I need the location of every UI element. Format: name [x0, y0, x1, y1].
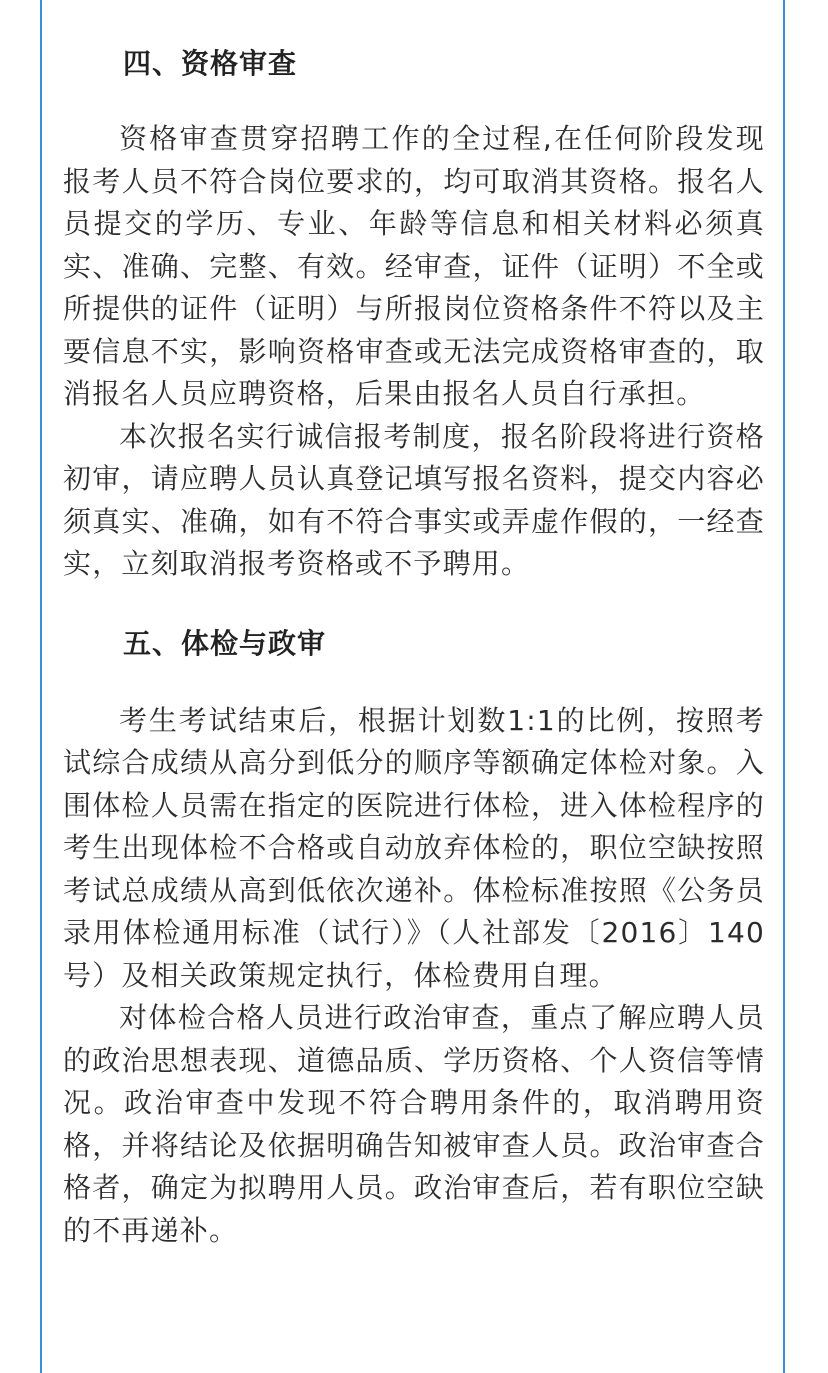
paragraph-political-review: 对体检合格人员进行政治审查，重点了解应聘人员的政治思想表现、道德品质、学历资格、个人资信等情况。政治审查中发现不符合聘用条件的，取消聘用资格，并将结论及依据明确告知被审查人员。政治审查合格者，确定为拟聘用人员。政治审查后，若有职位空缺的不再递补。 — [63, 1001, 765, 1247]
paragraph-medical-review: 考生考试结束后，根据计划数1:1的比例，按照考试综合成绩从高分到低分的顺序等额确定体检对象。入围体检人员需在指定的医院进行体检，进入体检程序的考生出现体检不合格或自动放弃体检的，职位空缺按照考试总成绩从高到低依次递补。体检标准按照《公务员录用体检通用标准（试行）》（人社部发〔2016〕140号）及相关政策规定执行，体检费用自理。 — [63, 703, 765, 992]
article-content — [63, 0, 765, 1252]
paragraph-qualification-review-1: 资格审查贯穿招聘工作的全过程,在任何阶段发现报考人员不符合岗位要求的，均可取消其资格。报名人员提交的学历、专业、年龄等信息和相关材料必须真实、准确、完整、有效。经审查，证件（证明）不全或所提供的证件（证明）与所报岗位资格条件不符以及主要信息不实，影响资格审查或无法完成资格审查的，取消报名人员应聘资格，后果由报名人员自行承担。 — [63, 122, 765, 410]
section-qualification-review — [63, 44, 765, 586]
paragraph-qualification-review-2: 本次报名实行诚信报考制度，报名阶段将进行资格初审，请应聘人员认真登记填写报名资料，提交内容必须真实、准确，如有不符合事实或弄虚作假的，一经查实，立刻取消报考资格或不予聘用。 — [63, 419, 765, 580]
section-heading-medical-political-review: 五、体检与政审 — [123, 626, 327, 660]
section-heading-qualification-review: 四、资格审查 — [123, 47, 298, 80]
section-medical-political-review — [63, 624, 765, 1253]
